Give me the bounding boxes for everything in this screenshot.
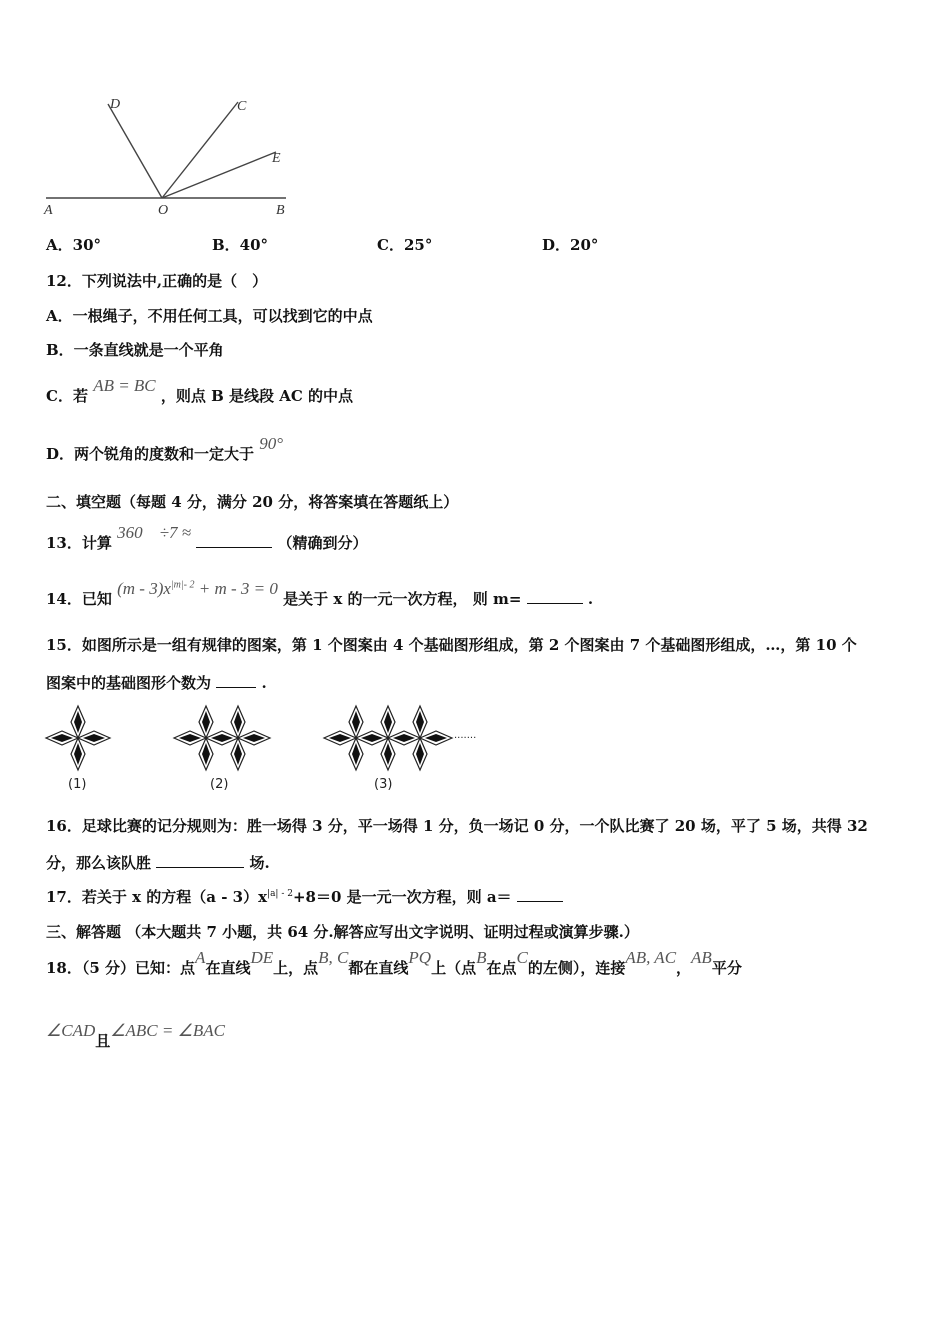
angle-figure bbox=[40, 92, 300, 222]
q14-suffix: 是关于 x 的一元一次方程， 则 m= bbox=[283, 590, 522, 608]
q18-text-8: ， bbox=[676, 959, 692, 977]
q17 bbox=[46, 886, 563, 907]
label-c: C bbox=[237, 99, 247, 114]
q12-d-prefix: D．两个锐角的度数和一定大于 bbox=[46, 445, 255, 463]
q16-line2-text: 分，那么该队胜 bbox=[46, 854, 152, 872]
q17-answer-blank[interactable] bbox=[517, 900, 563, 902]
q11-option-a: A．30° bbox=[46, 236, 102, 254]
ray-oe bbox=[162, 152, 276, 198]
q18-line2 bbox=[46, 1021, 225, 1051]
q13-prefix: 13．计算 bbox=[46, 534, 112, 552]
q14-end: . bbox=[587, 590, 594, 608]
q12-d-math: 90° bbox=[259, 434, 284, 453]
q12-c-prefix: C．若 bbox=[46, 387, 88, 405]
q15-line1: 15．如图所示是一组有规律的图案，第 1 个图案由 4 个基础图形组成，第 2 个图案由 7 个基础图形组成，…，第 10 个 bbox=[46, 636, 857, 654]
label-d: D bbox=[110, 97, 121, 112]
pattern-figure bbox=[40, 700, 490, 796]
q17-prefix: 17．若关于 x 的方程（a - 3）x bbox=[46, 888, 268, 906]
q13 bbox=[46, 523, 368, 553]
q16-line1: 16．足球比赛的记分规则为：胜一场得 3 分，平一场得 1 分，负一场记 0 分，一个队比赛了 20 场，平了 5 场，共得 32 bbox=[46, 817, 868, 835]
q12-c-math: AB = BC bbox=[93, 376, 156, 395]
q13-math: 360 ÷7 ≈ bbox=[117, 523, 192, 542]
q11-option-d: D．20° bbox=[542, 236, 599, 254]
q18-math-angle-eq: ∠ABC = ∠BAC bbox=[110, 1021, 225, 1040]
label-o: O bbox=[158, 203, 169, 218]
q18-text-9: 平分 bbox=[711, 959, 742, 977]
pattern-1 bbox=[46, 706, 110, 770]
q18-math-de: DE bbox=[250, 948, 274, 967]
q18-text-7: 的左侧），连接 bbox=[527, 959, 626, 977]
pattern-caption-1: (1) bbox=[68, 777, 87, 792]
q12-option-d bbox=[46, 434, 284, 464]
q13-answer-blank[interactable] bbox=[196, 546, 272, 548]
label-e: E bbox=[272, 151, 281, 166]
q18-text-6: 在点 bbox=[486, 959, 517, 977]
q18-text-and: 且 bbox=[95, 1032, 111, 1050]
label-a: A bbox=[44, 203, 53, 218]
pattern-3 bbox=[324, 706, 452, 770]
ray-od bbox=[108, 104, 162, 198]
q18-math-ab: AB bbox=[691, 948, 712, 967]
q11-option-b: B．40° bbox=[212, 236, 269, 254]
q12-stem: 12．下列说法中,正确的是（ ） bbox=[46, 272, 268, 290]
q14-answer-blank[interactable] bbox=[527, 602, 583, 604]
q14-math bbox=[117, 579, 278, 598]
q18-math-angle-cad: ∠CAD bbox=[46, 1021, 96, 1040]
q11-option-c: C．25° bbox=[377, 236, 433, 254]
q15-answer-blank[interactable] bbox=[216, 686, 256, 688]
q12-c-suffix: ，则点 B 是线段 AC 的中点 bbox=[160, 387, 354, 405]
pattern-continuation-dots: ······· bbox=[454, 733, 477, 744]
q14-math-rest: + m - 3 = 0 bbox=[194, 579, 278, 598]
q18-text-3: 上，点 bbox=[273, 959, 319, 977]
q18-text-5: 上（点 bbox=[431, 959, 477, 977]
q16-end: 场. bbox=[249, 854, 270, 872]
label-b: B bbox=[276, 203, 285, 218]
pattern-caption-2: (2) bbox=[210, 777, 229, 792]
section-3-heading: 三、解答题 （本大题共 7 小题，共 64 分.解答应写出文字说明、证明过程或演算步骤.） bbox=[46, 923, 639, 941]
q12-option-c bbox=[46, 376, 354, 406]
q15-line2-text: 图案中的基础图形个数为 bbox=[46, 674, 212, 692]
q18-text-2: 在直线 bbox=[205, 959, 251, 977]
q15-end: . bbox=[261, 674, 267, 692]
q12-option-a: A．一根绳子，不用任何工具，可以找到它的中点 bbox=[46, 307, 373, 325]
q13-suffix: （精确到分） bbox=[277, 534, 368, 552]
q17-exponent: |a| - 2 bbox=[267, 889, 293, 899]
pattern-caption-3: (3) bbox=[374, 777, 393, 792]
q16-line2 bbox=[46, 852, 270, 873]
q18-math-bc: B, C bbox=[318, 948, 349, 967]
q18-line1 bbox=[46, 948, 742, 978]
section-2-heading: 二、填空题（每题 4 分，满分 20 分，将答案填在答题纸上） bbox=[46, 493, 459, 511]
q18-math-b: B bbox=[476, 948, 487, 967]
q14-prefix: 14．已知 bbox=[46, 590, 112, 608]
pattern-2 bbox=[174, 706, 270, 770]
q18-math-c: C bbox=[516, 948, 528, 967]
q18-text-1: 18．（5 分）已知：点 bbox=[46, 959, 196, 977]
q14-math-exponent: |m|- 2 bbox=[170, 579, 195, 591]
q18-math-pq: PQ bbox=[408, 948, 432, 967]
q14 bbox=[46, 579, 594, 609]
q17-suffix: +8＝0 是一元一次方程，则 a＝ bbox=[292, 888, 512, 906]
q16-answer-blank[interactable] bbox=[156, 866, 244, 868]
q18-math-ab-ac: AB, AC bbox=[625, 948, 677, 967]
ray-oc bbox=[162, 102, 238, 198]
q15-line2 bbox=[46, 672, 267, 693]
q14-math-base: (m - 3)x bbox=[117, 579, 171, 598]
q12-option-b: B．一条直线就是一个平角 bbox=[46, 341, 224, 359]
q18-text-4: 都在直线 bbox=[348, 959, 409, 977]
q18-math-a: A bbox=[195, 948, 206, 967]
